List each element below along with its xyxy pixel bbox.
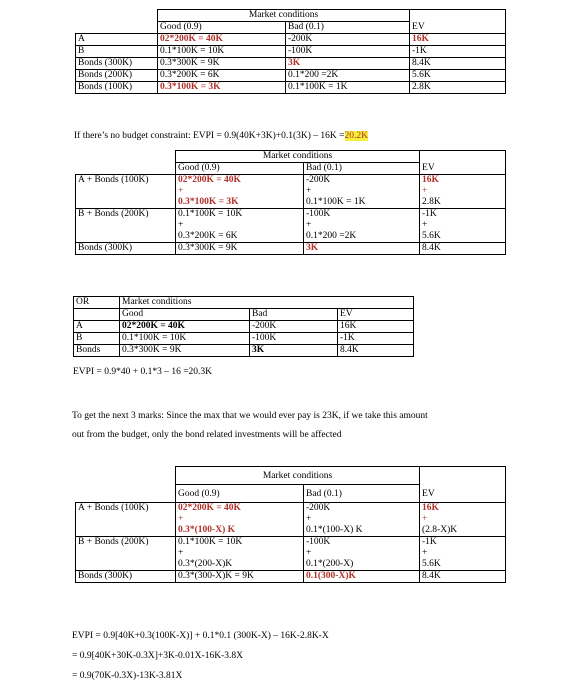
ev-header: EV: [420, 163, 506, 175]
row-label: Bonds (300K): [76, 243, 176, 255]
good-cell: 0.1*100K = 10K: [158, 46, 286, 58]
table-row: [76, 537, 506, 571]
bad-header: Bad (0.1): [304, 163, 420, 175]
table-row: [76, 467, 506, 485]
row-label: Bonds: [74, 345, 120, 357]
ev-cell: 16K: [338, 321, 414, 333]
table-row: [76, 209, 506, 243]
table-row: [74, 333, 414, 345]
evpi-result-highlight: 20.2K: [344, 131, 368, 141]
market-conditions-header: Market conditions: [120, 297, 414, 309]
table-row: [76, 485, 506, 503]
row-label: B + Bonds (200K): [76, 209, 176, 243]
row-label: B: [74, 333, 120, 345]
ev-cell: -1K + 5.6K: [420, 209, 506, 243]
table-3: [73, 296, 414, 357]
or-label: OR: [74, 297, 120, 309]
row-label: Bonds (300K): [76, 571, 176, 583]
good-header: Good (0.9): [158, 22, 286, 34]
good-cell: 0.1*100K = 10K + 0.3*200K = 6K: [176, 209, 304, 243]
good-header: Good: [120, 309, 250, 321]
evpi-no-budget-line: [74, 130, 368, 142]
market-conditions-header: Market conditions: [176, 151, 420, 163]
bad-cell: -200K: [250, 321, 338, 333]
bad-cell: 0.1*100K = 1K: [286, 82, 410, 94]
bad-cell: -200K + 0.1*100K = 1K: [304, 175, 420, 209]
good-cell: 02*200K = 40K + 0.3*(100-X) K: [176, 503, 304, 537]
paragraph-line-2: out from the budget, only the bond related investments will be affected: [72, 430, 342, 440]
good-cell: 0.3*300K = 9K: [120, 345, 250, 357]
good-cell: 0.3*(300-X)K = 9K: [176, 571, 304, 583]
table-row: [76, 571, 506, 583]
table-row: [76, 46, 506, 58]
table-4: [75, 466, 506, 583]
bad-header: Bad: [250, 309, 338, 321]
ev-cell: -1K: [410, 46, 506, 58]
row-label: A: [74, 321, 120, 333]
good-cell: 02*200K = 40K: [120, 321, 250, 333]
ev-cell: -1K + 5.6K: [420, 537, 506, 571]
good-cell: 0.3*300K = 9K: [158, 58, 286, 70]
table-row: [76, 175, 506, 209]
good-cell: 0.3*100K = 3K: [158, 82, 286, 94]
row-label: Bonds (200K): [76, 70, 158, 82]
ev-cell: 16K + (2.8-X)K: [420, 503, 506, 537]
bad-cell: -100K + 0.1*(200-X): [304, 537, 420, 571]
ev-header: EV: [410, 22, 506, 34]
table-row: [76, 82, 506, 94]
good-cell: 02*200K = 40K + 0.3*100K = 3K: [176, 175, 304, 209]
market-conditions-header: Market conditions: [158, 10, 410, 22]
table-row: [76, 243, 506, 255]
ev-cell: -1K: [338, 333, 414, 345]
ev-cell: 8.4K: [338, 345, 414, 357]
bad-cell: 3K: [304, 243, 420, 255]
table-row: [76, 151, 506, 163]
table-row: [76, 34, 506, 46]
bad-cell: -200K: [286, 34, 410, 46]
ev-cell: 8.4K: [420, 243, 506, 255]
good-cell: 0.3*300K = 9K: [176, 243, 304, 255]
table-2: [75, 150, 506, 255]
row-label: Bonds (300K): [76, 58, 158, 70]
bad-cell: 3K: [286, 58, 410, 70]
table-row: [76, 10, 506, 22]
paragraph-line-1: To get the next 3 marks: Since the max that we would ever pay is 23K, if we take this amount: [72, 411, 428, 421]
table-row: [76, 163, 506, 175]
ev-header: EV: [338, 309, 414, 321]
ev-cell: 2.8K: [410, 82, 506, 94]
evpi-formula: If there’s no budget constraint: EVPI = 0.9(40K+3K)+0.1(3K) – 16K =: [74, 131, 345, 141]
bad-cell: -100K + 0.1*200 =2K: [304, 209, 420, 243]
bad-cell: 3K: [250, 345, 338, 357]
table-1: [75, 9, 506, 94]
table-row: [76, 503, 506, 537]
row-label: A + Bonds (100K): [76, 503, 176, 537]
bad-cell: 0.1(300-X)K: [304, 571, 420, 583]
ev-header: EV: [420, 485, 506, 503]
bad-cell: -100K: [250, 333, 338, 345]
good-header: Good (0.9): [176, 163, 304, 175]
row-label: Bonds (100K): [76, 82, 158, 94]
table-row: [74, 321, 414, 333]
bad-cell: 0.1*200 =2K: [286, 70, 410, 82]
row-label: B + Bonds (200K): [76, 537, 176, 571]
evpi-or-line: EVPI = 0.9*40 + 0.1*3 – 16 =20.3K: [73, 367, 213, 377]
row-label: B: [76, 46, 158, 58]
good-cell: 02*200K = 40K: [158, 34, 286, 46]
final-evpi-line-3: = 0.9(70K-0.3X)-13K-3.81X: [72, 671, 183, 681]
bad-header: Bad (0.1): [286, 22, 410, 34]
table-row: [76, 58, 506, 70]
final-evpi-line-2: = 0.9[40K+30K-0.3X]+3K-0.01X-16K-3.8X: [72, 651, 243, 661]
table-row: [76, 70, 506, 82]
good-header: Good (0.9): [176, 485, 304, 503]
table-row: [74, 297, 414, 309]
ev-cell: 8.4K: [420, 571, 506, 583]
row-label: A + Bonds (100K): [76, 175, 176, 209]
ev-cell: 16K + 2.8K: [420, 175, 506, 209]
table-row: [74, 309, 414, 321]
table-row: [76, 22, 506, 34]
table-row: [74, 345, 414, 357]
market-conditions-header: Market conditions: [176, 467, 420, 485]
ev-cell: 5.6K: [410, 70, 506, 82]
row-label: A: [76, 34, 158, 46]
bad-cell: -200K + 0.1*(100-X) K: [304, 503, 420, 537]
good-cell: 0.3*200K = 6K: [158, 70, 286, 82]
final-evpi-line-1: EVPI = 0.9[40K+0.3(100K-X)] + 0.1*0.1 (300K-X) – 16K-2.8K-X: [72, 631, 329, 641]
good-cell: 0.1*100K = 10K + 0.3*(200-X)K: [176, 537, 304, 571]
bad-cell: -100K: [286, 46, 410, 58]
ev-cell: 8.4K: [410, 58, 506, 70]
bad-header: Bad (0.1): [304, 485, 420, 503]
good-cell: 0.1*100K = 10K: [120, 333, 250, 345]
ev-cell: 16K: [410, 34, 506, 46]
